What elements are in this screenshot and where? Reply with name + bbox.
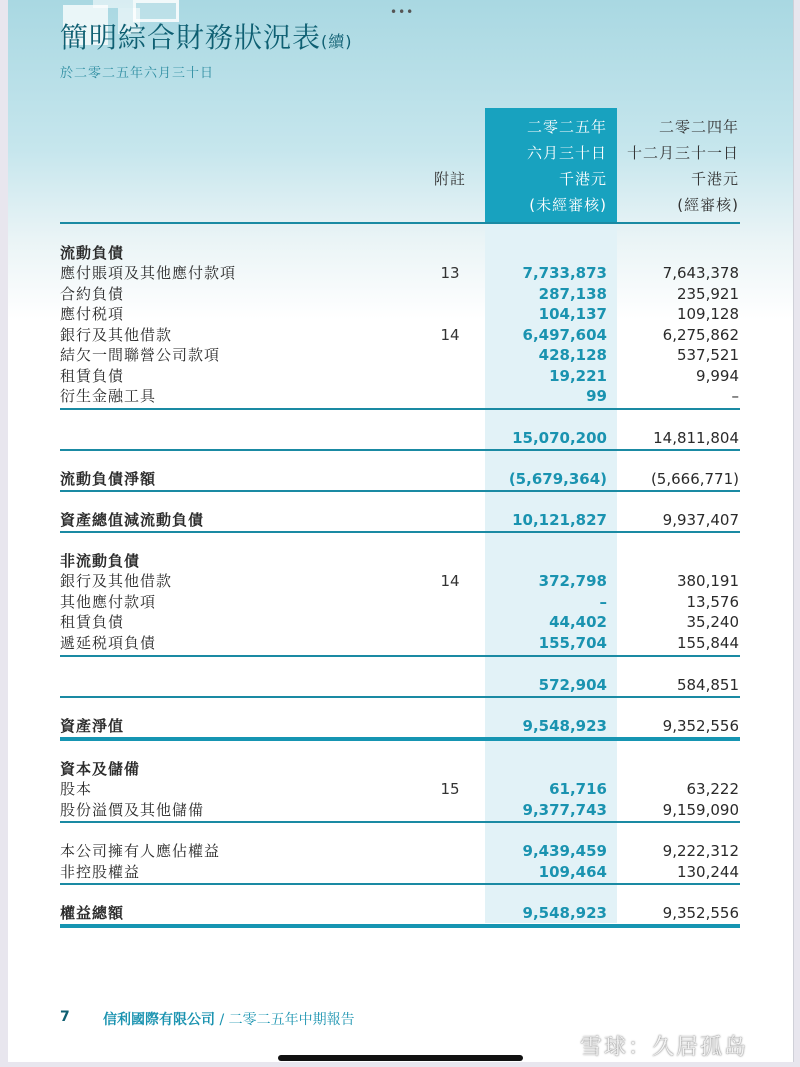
row-label: 銀行及其他借款 (60, 572, 173, 590)
table-row (60, 862, 740, 882)
row-label: 本公司擁有人應佔權益 (60, 842, 221, 860)
row-label: 結欠一間聯營公司款項 (60, 346, 221, 364)
divider (60, 696, 740, 698)
total-equity-row (60, 903, 740, 923)
row-prior-value: 9,352,556 (662, 904, 739, 922)
row-current-value: 287,138 (538, 285, 607, 303)
row-note: 14 (440, 326, 460, 344)
note-column-header: 附註 (433, 170, 466, 188)
home-indicator[interactable] (278, 1055, 523, 1061)
table-row (60, 386, 740, 406)
row-prior-value: 13,576 (686, 593, 739, 611)
table-row (60, 633, 740, 653)
row-label: 遞延税項負債 (60, 634, 157, 652)
company-name: 信利國際有限公司 (103, 1012, 215, 1028)
section-heading-row (60, 759, 740, 779)
row-prior-value: – (731, 387, 739, 405)
row-label: 合約負債 (60, 285, 125, 303)
row-current-value: 7,733,873 (522, 264, 607, 282)
row-note: 15 (440, 780, 460, 798)
net-current-liabilities-row (60, 469, 740, 489)
row-label: 資產淨值 (60, 717, 125, 735)
subtotal-prior-value: 14,811,804 (653, 429, 739, 447)
row-label: 租賃負債 (60, 613, 125, 631)
section-heading: 非流動負債 (60, 552, 141, 570)
table-row (60, 304, 740, 324)
table-row (60, 592, 740, 612)
row-label: 衍生金融工具 (60, 387, 157, 405)
row-prior-value: 9,937,407 (662, 511, 739, 529)
total-divider (60, 737, 740, 741)
header-line: 十二月三十一日 (626, 144, 739, 162)
header-line: 二零二四年 (658, 118, 739, 136)
row-prior-value: 109,128 (676, 305, 739, 323)
row-current-value: 9,377,743 (522, 801, 607, 819)
row-prior-value: 9,222,312 (662, 842, 739, 860)
row-current-value: – (599, 593, 607, 611)
row-prior-value: 9,994 (696, 367, 739, 385)
header-line: 千港元 (690, 170, 739, 188)
header-line: (經審核) (677, 196, 739, 214)
row-label: 應付税項 (60, 305, 125, 323)
row-current-value: 104,137 (538, 305, 607, 323)
divider (60, 883, 740, 885)
subtotal-prior-value: 584,851 (676, 676, 739, 694)
table-row (60, 571, 740, 591)
row-label: 非控股權益 (60, 863, 141, 881)
page-number: 7 (60, 1009, 70, 1025)
row-current-value: (5,679,364) (508, 470, 607, 488)
row-current-value: 19,221 (549, 367, 607, 385)
row-prior-value: 63,222 (686, 780, 739, 798)
footer-separator: / (215, 1012, 229, 1028)
header-line: 千港元 (558, 170, 607, 188)
row-current-value: 9,439,459 (522, 842, 607, 860)
row-current-value: 9,548,923 (522, 717, 607, 735)
row-current-value: 44,402 (549, 613, 607, 631)
table-row (60, 841, 740, 861)
divider (60, 531, 740, 533)
subtotal-current-value: 572,904 (538, 676, 607, 694)
row-prior-value: 380,191 (676, 572, 739, 590)
row-current-value: 155,704 (538, 634, 607, 652)
table-row (60, 800, 740, 820)
watermark: 雪球：久居孤岛 (580, 1035, 749, 1060)
table-row (60, 779, 740, 799)
divider (60, 655, 740, 657)
total-assets-less-cl-row (60, 510, 740, 530)
table-row (60, 284, 740, 304)
row-prior-value: 35,240 (686, 613, 739, 631)
row-label: 股本 (60, 780, 93, 798)
row-label: 應付賬項及其他應付款項 (60, 264, 237, 282)
title-text: 簡明綜合財務狀況表 (60, 21, 322, 54)
row-label: 租賃負債 (60, 367, 125, 385)
row-label: 其他應付款項 (60, 593, 157, 611)
row-note: 14 (440, 572, 460, 590)
title-continued: (續) (321, 32, 353, 51)
row-current-value: 10,121,827 (512, 511, 607, 529)
row-current-value: 9,548,923 (522, 904, 607, 922)
table-row (60, 263, 740, 283)
prior-period-header (617, 114, 739, 218)
divider (60, 490, 740, 492)
row-label: 銀行及其他借款 (60, 326, 173, 344)
header-line: 二零二五年 (526, 118, 607, 136)
row-prior-value: 130,244 (676, 863, 739, 881)
table-row (60, 325, 740, 345)
subtotal-row (60, 675, 740, 695)
row-prior-value: 6,275,862 (662, 326, 739, 344)
row-note: 13 (440, 264, 460, 282)
row-label: 股份溢價及其他儲備 (60, 801, 205, 819)
divider (60, 449, 740, 451)
divider (60, 408, 740, 410)
row-current-value: 372,798 (538, 572, 607, 590)
report-name: 二零二五年中期報告 (228, 1012, 355, 1028)
more-options-icon[interactable]: ••• (390, 5, 415, 19)
table-row (60, 612, 740, 632)
row-label: 資產總值減流動負債 (60, 511, 205, 529)
row-label: 權益總額 (60, 904, 125, 922)
header-divider (60, 222, 740, 224)
row-prior-value: 235,921 (676, 285, 739, 303)
page-title (60, 16, 353, 56)
row-current-value: 428,128 (538, 346, 607, 364)
row-prior-value: 9,159,090 (662, 801, 739, 819)
row-prior-value: 9,352,556 (662, 717, 739, 735)
row-prior-value: (5,666,771) (650, 470, 739, 488)
row-prior-value: 537,521 (676, 346, 739, 364)
section-heading: 資本及儲備 (60, 760, 141, 778)
table-row (60, 366, 740, 386)
section-heading-row (60, 243, 740, 263)
divider (60, 821, 740, 823)
header-line: (未經審核) (529, 196, 607, 214)
row-current-value: 61,716 (549, 780, 607, 798)
header-line: 六月三十日 (526, 144, 607, 162)
subtotal-current-value: 15,070,200 (512, 429, 607, 447)
table-row (60, 345, 740, 365)
footer-text (103, 1009, 355, 1029)
section-heading-row (60, 551, 740, 571)
row-label: 流動負債淨額 (60, 470, 157, 488)
net-assets-row (60, 716, 740, 736)
row-prior-value: 7,643,378 (662, 264, 739, 282)
row-current-value: 109,464 (538, 863, 607, 881)
statement-date: 於二零二五年六月三十日 (60, 66, 215, 81)
current-period-header (485, 114, 607, 218)
section-heading: 流動負債 (60, 244, 125, 262)
row-current-value: 6,497,604 (522, 326, 607, 344)
total-divider (60, 924, 740, 928)
subtotal-row (60, 428, 740, 448)
row-prior-value: 155,844 (676, 634, 739, 652)
row-current-value: 99 (586, 387, 607, 405)
